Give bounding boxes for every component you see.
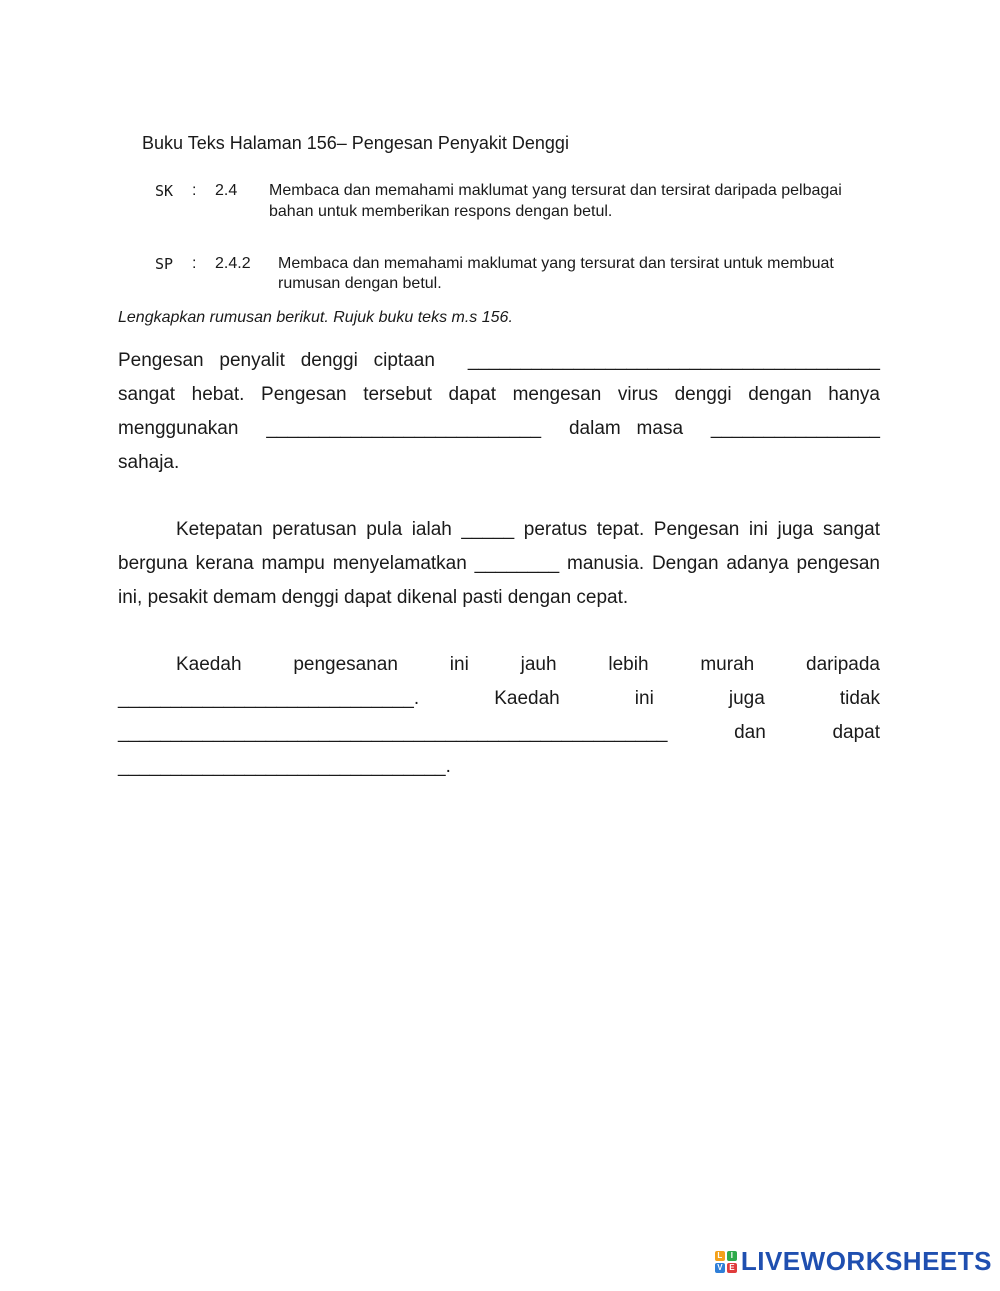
instruction: Lengkapkan rumusan berikut. Rujuk buku teks m.s 156. [118,309,513,326]
paragraph1-line3 [118,418,880,440]
blank-masa[interactable]: ________________ [710,418,880,439]
paragraph2-line2: berguna kerana mampu menyelamatkan ________ manusia. Dengan adanya pengesan [118,553,880,574]
blank-daripada[interactable]: ____________________________. [118,688,420,709]
sp-description-line2: rumusan dengan betul. [278,275,442,292]
logo-text: LIVEWORKSHEETS [740,1246,992,1276]
logo-letter: L [715,1251,725,1261]
page-title: Buku Teks Halaman 156– Pengesan Penyakit Denggi [142,133,569,153]
paragraph3-word: ini [634,688,654,709]
paragraph1-text: menggunakan [118,418,239,439]
paragraph3-word: Kaedah [176,654,242,675]
sk-description-line2: bahan untuk memberikan respons dengan betul. [269,203,613,220]
paragraph1-line1 [118,350,880,372]
logo-letter: V [715,1263,725,1273]
logo-letter: I [727,1251,737,1261]
blank-menggunakan[interactable]: __________________________ [266,418,542,439]
paragraph3-word: pengesanan [293,654,398,675]
paragraph3-line2 [118,688,880,710]
paragraph3-word: daripada [806,654,880,675]
paragraph3-word: juga [728,688,765,709]
paragraph1-line2: sangat hebat. Pengesan tersebut dapat mengesan virus denggi dengan hanya [118,384,880,405]
paragraph3-word: dapat [832,722,880,743]
logo-letter: E [727,1263,737,1273]
paragraph1-line4: sahaja. [118,452,180,473]
blank-dapat[interactable]: _______________________________. [118,756,451,777]
sk-description-line1: Membaca dan memahami maklumat yang tersurat dan tersirat daripada pelbagai [269,182,842,199]
paragraph3-word: ini [449,654,469,675]
paragraph3-word: jauh [520,654,557,675]
sp-description-line1: Membaca dan memahami maklumat yang tersurat dan tersirat untuk membuat [278,255,834,272]
sk-number: 2.4 [215,182,238,199]
paragraph1-text: dalam masa [568,418,684,439]
liveworksheets-logo [715,1246,992,1277]
sk-separator: : [192,182,197,199]
paragraph3-word: lebih [608,654,649,675]
sp-separator: : [192,255,197,272]
paragraph2-line3: ini, pesakit demam denggi dapat dikenal pasti dengan cepat. [118,587,629,608]
blank-tidak[interactable]: ____________________________________________________ [118,722,668,743]
paragraph3-word: tidak [839,688,880,709]
paragraph2-line1: Ketepatan peratusan pula ialah _____ peratus tepat. Pengesan ini juga sangat [176,519,880,540]
paragraph3-word: murah [700,654,755,675]
paragraph1-text: Pengesan penyalit denggi ciptaan [118,350,435,371]
sk-code: SK [155,182,174,200]
paragraph3-line3 [118,722,880,744]
paragraph3-line1 [176,654,880,676]
logo-blocks-icon [715,1251,737,1273]
paragraph3-word: Kaedah [494,688,560,709]
sp-code: SP [155,255,174,273]
sp-number: 2.4.2 [215,255,251,272]
blank-ciptaan[interactable]: _______________________________________ [467,350,880,371]
paragraph3-word: dan [734,722,766,743]
